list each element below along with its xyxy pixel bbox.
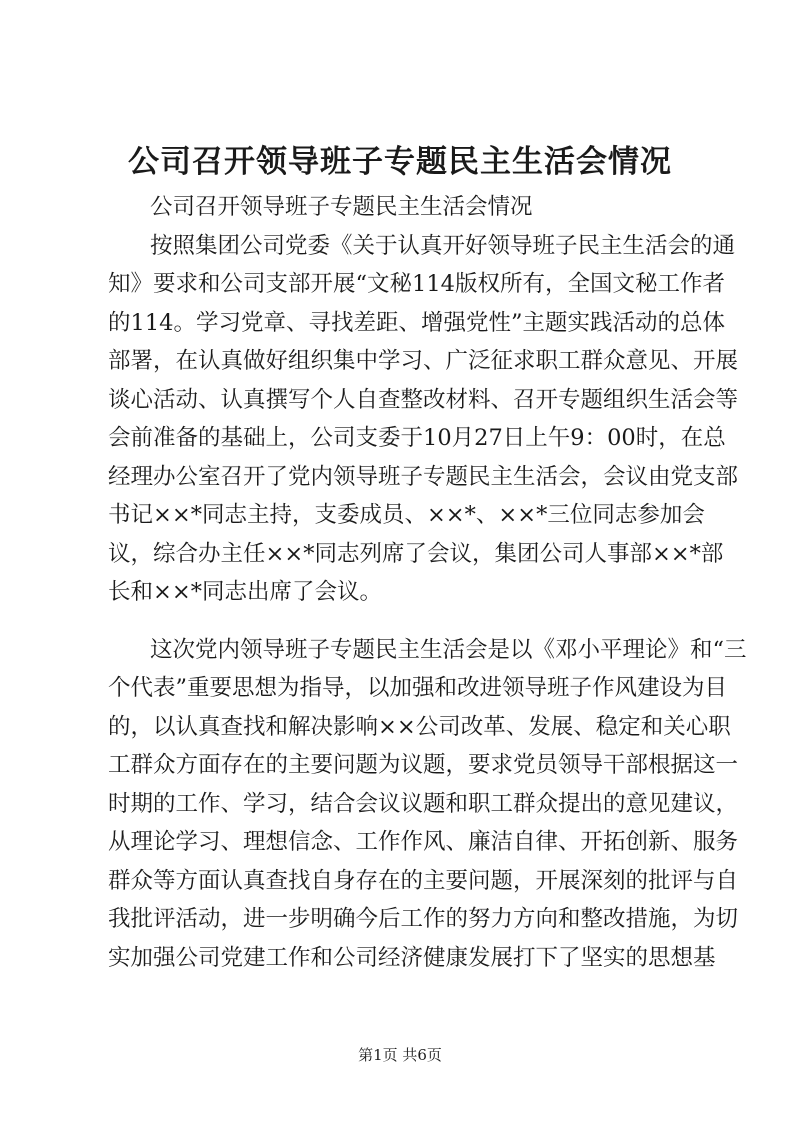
subtitle-line: 公司召开领导班子专题民主生活会情况 xyxy=(150,194,533,220)
paragraph-1 xyxy=(108,227,739,612)
paragraph-line: 这次党内领导班子专题民主生活会是以《邓小平理论》和“三 xyxy=(150,636,747,663)
paragraph-line: 谈心活动、认真撰写个人自查整改材料、召开专题组织生活会等 xyxy=(108,386,739,413)
paragraph-line: 长和××*同志出席了会议。 xyxy=(108,579,382,605)
paragraph-line: 知》要求和公司支部开展“文秘114版权所有，全国文秘工作者 xyxy=(108,271,725,297)
paragraph-line: 议，综合办主任××*同志列席了会议，集团公司人事部××*部 xyxy=(108,540,724,567)
page-number-footer: 第1页 共6页 xyxy=(358,1046,442,1064)
paragraph-spacer xyxy=(108,612,698,631)
document-title: 公司召开领导班子专题民主生活会情况 xyxy=(128,144,672,180)
paragraph-line: 个代表”重要思想为指导，以加强和改进领导班子作风建设为目 xyxy=(108,675,728,701)
paragraph-line: 时期的工作、学习，结合会议议题和职工群众提出的意见建议， xyxy=(108,790,739,817)
paragraph-line: 书记××*同志主持，支委成员、××*、××*三位同志参加会 xyxy=(108,502,705,528)
paragraph-line: 会前准备的基础上，公司支委于10月27日上午9：00时，在总 xyxy=(108,425,726,451)
paragraph-line: 从理论学习、理想信念、工作作风、廉洁自律、开拓创新、服务 xyxy=(108,829,739,855)
paragraph-line: 的，以认真查找和解决影响××公司改革、发展、稳定和关心职 xyxy=(108,713,731,740)
document-body xyxy=(108,188,747,977)
paragraph-line: 部署，在认真做好组织集中学习、广泛征求职工群众意见、开展 xyxy=(108,348,739,374)
paragraph-line: 实加强公司党建工作和公司经济健康发展打下了坚实的思想基 xyxy=(108,944,716,971)
paragraph-line: 工群众方面存在的主要问题为议题，要求党员领导干部根据这一 xyxy=(108,752,739,778)
paragraph-line: 经理办公室召开了党内领导班子专题民主生活会，会议由党支部 xyxy=(108,463,739,490)
paragraph-line: 群众等方面认真查找自身存在的主要问题，开展深刻的批评与自 xyxy=(108,867,739,894)
paragraph-line: 的114。学习党章、寻找差距、增强党性”主题实践活动的总体 xyxy=(108,309,725,336)
paragraph-line: 我批评活动，进一步明确今后工作的努力方向和整改措施，为切 xyxy=(108,906,739,932)
paragraph-2 xyxy=(108,631,747,978)
paragraph-line: 按照集团公司党委《关于认真开好领导班子民主生活会的通 xyxy=(150,232,736,259)
